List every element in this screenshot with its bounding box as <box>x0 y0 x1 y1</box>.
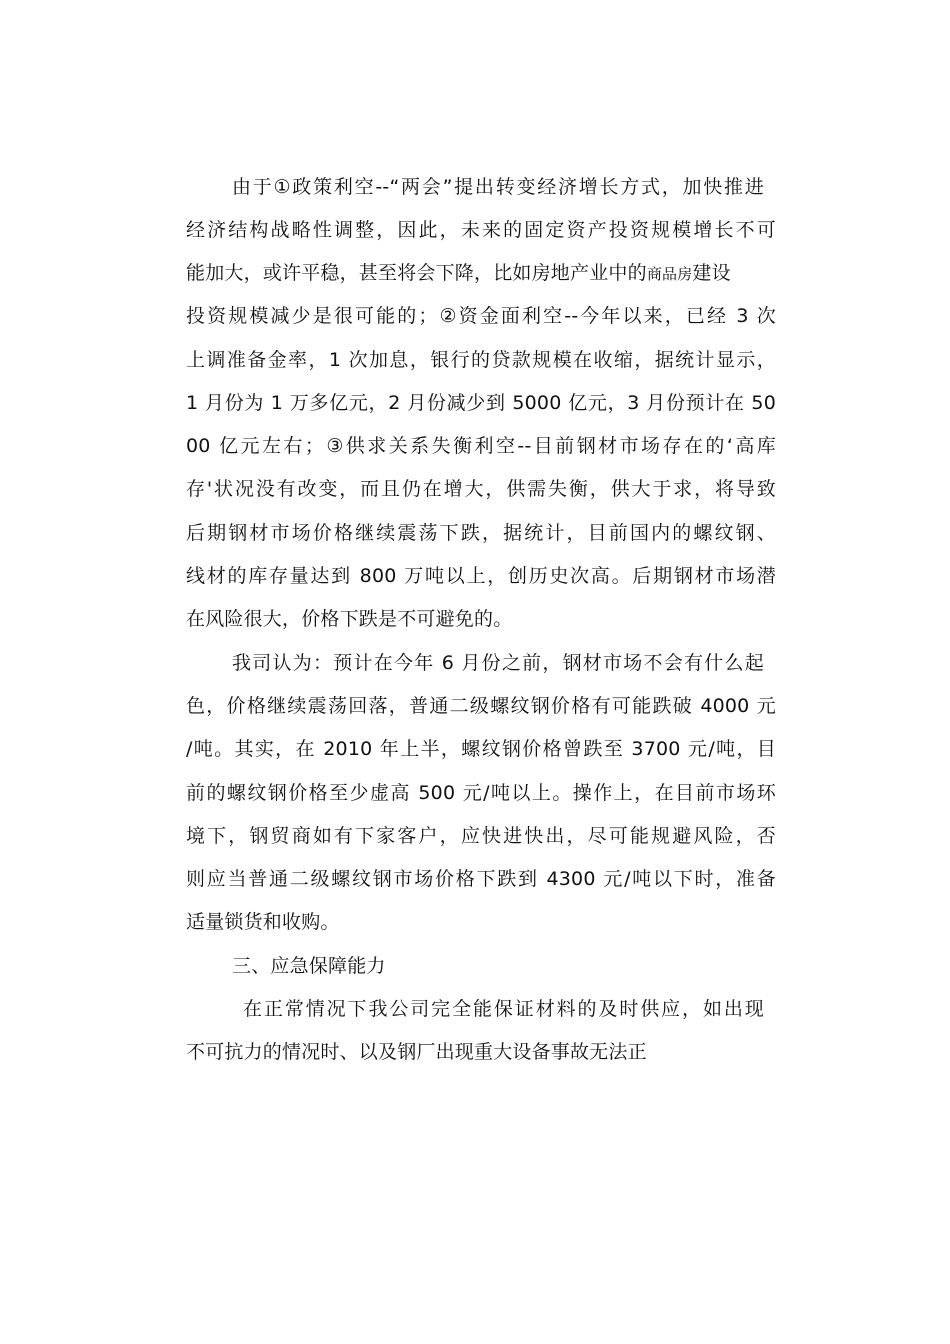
paragraph-1-line-3-tail: 建设 <box>692 262 731 284</box>
paragraph-1-line-4: 投资规模减少是很可能的；②资金面利空--今年以来，已经 3 次 <box>186 305 776 327</box>
paragraph-2-line-6: 则应当普通二级螺纹钢市场价格下跌到 4300 元/吨以下时，准备 <box>186 868 776 890</box>
paragraph-2-line-5: 境下，钢贸商如有下家客户，应快进快出，尽可能规避风险，否 <box>186 825 776 847</box>
paragraph-1-line-2: 经济结构战略性调整，因此，未来的固定资产投资规模增长不可 <box>186 219 776 241</box>
paragraph-1-line-3-text: 能加大，或许平稳，甚至将会下降，比如房地产业中的 <box>186 262 647 284</box>
paragraph-1-line-3 <box>186 258 776 288</box>
paragraph-2-line-3: /吨。其实，在 2010 年上半，螺纹钢价格曾跌至 3700 元/吨，目 <box>186 738 776 760</box>
paragraph-2-line-1: 我司认为：预计在今年 6 月份之前，钢材市场不会有什么起 <box>232 652 764 674</box>
paragraph-2-line-7: 适量锁货和收购。 <box>186 911 340 933</box>
paragraph-1-line-5: 上调准备金率，1 次加息，银行的贷款规模在收缩，据统计显示， <box>186 349 776 371</box>
paragraph-1-line-1: 由于①政策利空--“两会”提出转变经济增长方式，加快推进 <box>232 176 764 198</box>
paragraph-1-line-10: 线材的库存量达到 800 万吨以上，创历史次高。后期钢材市场潜 <box>186 565 776 587</box>
paragraph-1-line-11: 在风险很大，价格下跌是不可避免的。 <box>186 608 513 630</box>
paragraph-3-line-1: 在正常情况下我公司完全能保证材料的及时供应，如出现 <box>243 998 764 1020</box>
paragraph-1-line-6: 1 月份为 1 万多亿元，2 月份减少到 5000 亿元，3 月份预计在 50 <box>186 392 776 414</box>
paragraph-1-line-3-small-text: 商品房 <box>646 265 693 283</box>
paragraph-2-line-4: 前的螺纹钢价格至少虚高 500 元/吨以上。操作上，在目前市场环 <box>186 782 776 804</box>
section-heading-3: 三、应急保障能力 <box>232 955 386 977</box>
paragraph-2-line-2: 色，价格继续震荡回落，普通二级螺纹钢价格有可能跌破 4000 元 <box>186 695 776 717</box>
paragraph-1-line-8: 存'状况没有改变，而且仍在增大，供需失衡，供大于求，将导致 <box>186 478 776 500</box>
paragraph-1-line-7: 00 亿元左右；③供求关系失衡利空--目前钢材市场存在的‘高库 <box>186 435 776 457</box>
paragraph-1-line-9: 后期钢材市场价格继续震荡下跌，据统计，目前国内的螺纹钢、 <box>186 522 776 544</box>
paragraph-3-line-2: 不可抗力的情况时、以及钢厂出现重大设备事故无法正 <box>186 1041 647 1063</box>
